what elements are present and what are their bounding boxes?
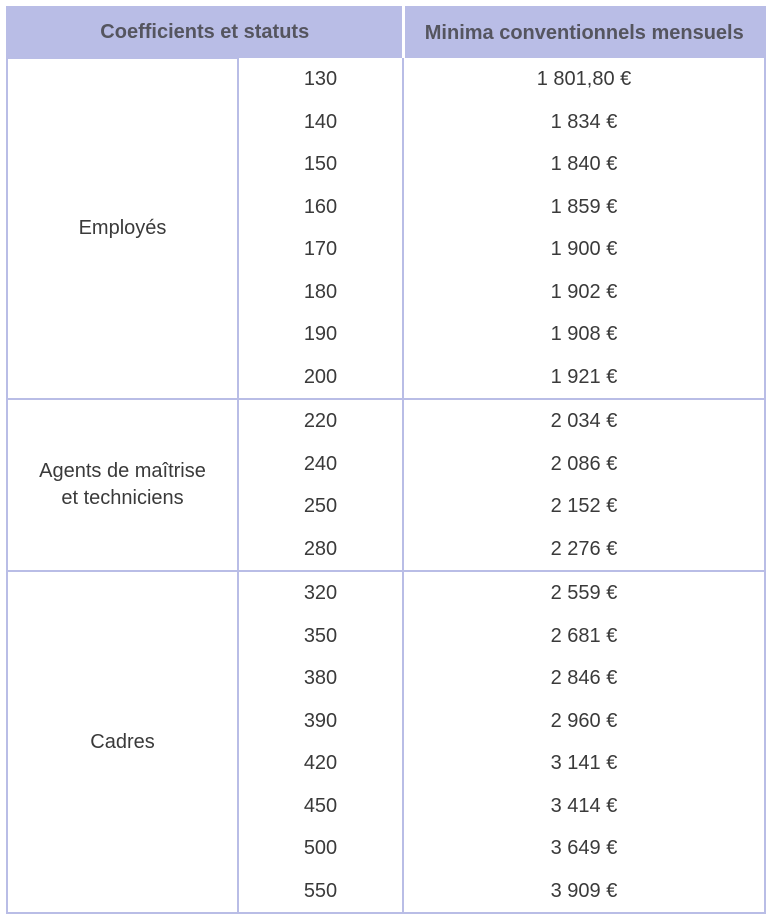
- minimum-cell: 2 152 €: [403, 485, 765, 528]
- minimum-cell: 2 681 €: [403, 615, 765, 658]
- minimum-cell: 1 840 €: [403, 143, 765, 186]
- status-label-line-1: Agents de maîtrise: [39, 460, 206, 482]
- header-minima: Minima conventionnels mensuels: [403, 7, 765, 58]
- minimum-cell: 2 276 €: [403, 528, 765, 572]
- minimum-cell: 1 900 €: [403, 228, 765, 271]
- coef-cell: 250: [238, 485, 403, 528]
- coef-cell: 160: [238, 186, 403, 229]
- minimum-cell: 1 834 €: [403, 101, 765, 144]
- table-row: [7, 58, 765, 101]
- coef-cell: 220: [238, 399, 403, 443]
- coef-cell: 420: [238, 742, 403, 785]
- status-label-line-2: et techniciens: [61, 487, 184, 509]
- minimum-cell: 2 559 €: [403, 571, 765, 615]
- coef-cell: 200: [238, 356, 403, 400]
- minimum-cell: 2 846 €: [403, 657, 765, 700]
- header-status: Coefficients et statuts: [7, 7, 403, 58]
- minimum-cell: 3 649 €: [403, 827, 765, 870]
- status-employes: Employés: [7, 58, 238, 399]
- coef-cell: 150: [238, 143, 403, 186]
- minimum-cell: 1 908 €: [403, 313, 765, 356]
- coef-cell: 500: [238, 827, 403, 870]
- table-header-row: [7, 7, 765, 58]
- minimum-cell: 1 921 €: [403, 356, 765, 400]
- coef-cell: 350: [238, 615, 403, 658]
- coef-cell: 170: [238, 228, 403, 271]
- minimum-cell: 2 960 €: [403, 700, 765, 743]
- status-agents-maitrise: [7, 399, 238, 571]
- minimum-cell: 2 034 €: [403, 399, 765, 443]
- minimum-cell: 1 902 €: [403, 271, 765, 314]
- minimum-cell: 1 801,80 €: [403, 58, 765, 101]
- coef-cell: 240: [238, 443, 403, 486]
- minimum-cell: 2 086 €: [403, 443, 765, 486]
- minima-table-container: [6, 6, 764, 914]
- minimum-cell: 3 141 €: [403, 742, 765, 785]
- coef-cell: 130: [238, 58, 403, 101]
- minimum-cell: 1 859 €: [403, 186, 765, 229]
- coef-cell: 180: [238, 271, 403, 314]
- coef-cell: 280: [238, 528, 403, 572]
- coef-cell: 320: [238, 571, 403, 615]
- minima-table: [6, 6, 766, 914]
- coef-cell: 140: [238, 101, 403, 144]
- coef-cell: 450: [238, 785, 403, 828]
- coef-cell: 190: [238, 313, 403, 356]
- minimum-cell: 3 414 €: [403, 785, 765, 828]
- minimum-cell: 3 909 €: [403, 870, 765, 914]
- coef-cell: 390: [238, 700, 403, 743]
- table-row: [7, 571, 765, 615]
- coef-cell: 550: [238, 870, 403, 914]
- table-row: [7, 399, 765, 443]
- coef-cell: 380: [238, 657, 403, 700]
- status-cadres: Cadres: [7, 571, 238, 913]
